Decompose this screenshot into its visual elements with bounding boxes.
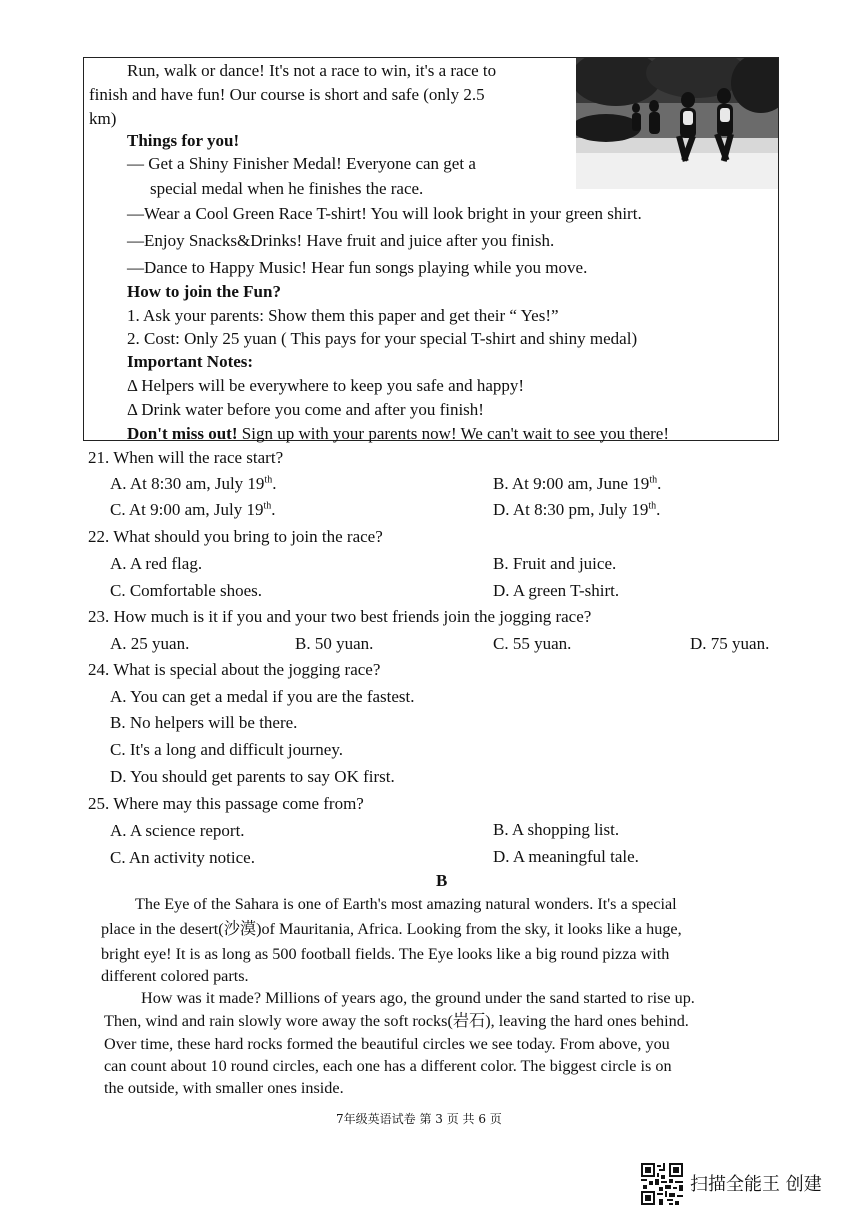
q21-option-d: D. At 8:30 pm, July 19th. [493, 500, 661, 519]
q23-option-c: C. 55 yuan. [493, 634, 572, 653]
join-step-2: 2. Cost: Only 25 yuan ( This pays for your special T-shirt and shiny medal) [127, 329, 638, 348]
things-heading: Things for you! [127, 131, 240, 150]
notice-closing [127, 423, 669, 445]
q24-stem: 24. What is special about the jogging race? [88, 660, 381, 679]
notes-heading: Important Notes: [127, 352, 254, 371]
q24-option-d: D. You should get parents to say OK first. [110, 767, 395, 786]
sahara-p1-line-1: The Eye of the Sahara is one of Earth's most amazing natural wonders. It's a special [135, 895, 677, 913]
qr-code-icon [641, 1163, 683, 1205]
sahara-p2-line-1: How was it made? Millions of years ago, the ground under the sand started to rise up. [141, 989, 695, 1007]
q23-option-b: B. 50 yuan. [295, 634, 374, 653]
notice-item-snacks: —Enjoy Snacks&Drinks! Have fruit and juice after you finish. [127, 231, 555, 250]
notice-item-music: —Dance to Happy Music! Hear fun songs playing while you move. [127, 258, 588, 277]
note-water: Δ Drink water before you come and after you finish! [127, 400, 484, 419]
q22-option-a: A. A red flag. [110, 554, 203, 573]
sahara-p1-line-3: bright eye! It is as long as 500 football fields. The Eye looks like a big round pizza with [101, 945, 670, 963]
notice-item-tshirt: —Wear a Cool Green Race T-shirt! You will look bright in your green shirt. [127, 204, 642, 223]
q22-option-d: D. A green T-shirt. [493, 581, 620, 600]
q23-stem: 23. How much is it if you and your two best friends join the jogging race? [88, 607, 592, 626]
q25-option-a: A. A science report. [110, 821, 245, 840]
q21-option-a: A. At 8:30 am, July 19th. [110, 474, 277, 493]
sahara-p1-line-4: different colored parts. [101, 967, 249, 985]
q25-option-c: C. An activity notice. [110, 848, 255, 867]
join-heading: How to join the Fun? [127, 282, 281, 301]
q22-option-c: C. Comfortable shoes. [110, 581, 263, 600]
q24-option-a: A. You can get a medal if you are the fastest. [110, 687, 415, 706]
q25-option-b: B. A shopping list. [493, 820, 620, 839]
q22-stem: 22. What should you bring to join the race? [88, 527, 383, 546]
q23-option-d: D. 75 yuan. [690, 634, 770, 653]
q25-option-d: D. A meaningful tale. [493, 847, 639, 866]
sahara-p2-line-4: can count about 10 round circles, each one has a different color. The biggest circle is on [104, 1057, 672, 1075]
scanner-watermark: 扫描全能王 创建 [690, 1174, 822, 1195]
q22-option-b: B. Fruit and juice. [493, 554, 617, 573]
sahara-p2-line-2: Then, wind and rain slowly wore away the soft rocks(岩石), leaving the hard ones behind. [104, 1012, 689, 1030]
q21-option-b: B. At 9:00 am, June 19th. [493, 474, 662, 493]
q21-option-c: C. At 9:00 am, July 19th. [110, 500, 276, 519]
page-footer: 7年级英语试卷 第 3 页 共 6 页 [336, 1112, 502, 1126]
note-helpers: Δ Helpers will be everywhere to keep you safe and happy! [127, 376, 525, 395]
notice-intro-line-3: km) [89, 109, 117, 128]
notice-intro-line-1: Run, walk or dance! It's not a race to win, it's a race to [127, 61, 497, 80]
q24-option-c: C. It's a long and difficult journey. [110, 740, 343, 759]
join-step-1: 1. Ask your parents: Show them this paper and get their “ Yes!” [127, 306, 559, 325]
closing-bold: Don't miss out! [127, 424, 238, 443]
q23-option-a: A. 25 yuan. [110, 634, 190, 653]
sahara-p1-line-2: place in the desert(沙漠)of Mauritania, Africa. Looking from the sky, it looks like a huge, [101, 920, 682, 938]
notice-item-medal-b: special medal when he finishes the race. [150, 179, 424, 198]
runners-photo [576, 58, 778, 189]
section-b-heading: B [436, 871, 448, 890]
notice-item-medal-a: — Get a Shiny Finisher Medal! Everyone can get a [127, 154, 476, 173]
sahara-p2-line-3: Over time, these hard rocks formed the beautiful circles we see today. From above, you [104, 1035, 670, 1053]
q21-stem: 21. When will the race start? [88, 448, 284, 467]
q24-option-b: B. No helpers will be there. [110, 713, 298, 732]
notice-intro-line-2: finish and have fun! Our course is short and safe (only 2.5 [89, 85, 485, 104]
closing-rest: Sign up with your parents now! We can't wait to see you there! [237, 424, 669, 443]
q25-stem: 25. Where may this passage come from? [88, 794, 364, 813]
sahara-p2-line-5: the outside, with smaller ones inside. [104, 1079, 344, 1097]
